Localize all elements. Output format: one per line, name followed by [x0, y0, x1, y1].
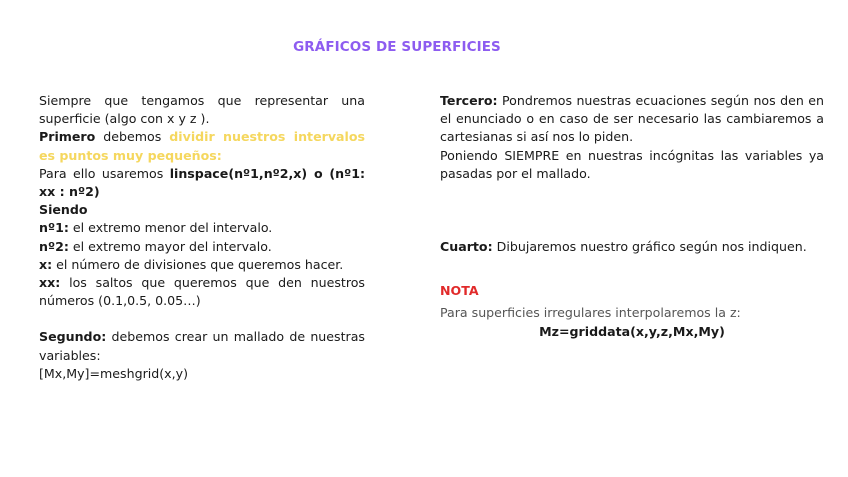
segundo-paragraph — [39, 328, 365, 364]
griddata-syntax: Mz=griddata(x,y,z,Mx,My) — [539, 323, 725, 339]
tercero-paragraph — [440, 92, 824, 147]
primero-text: debemos — [95, 129, 170, 145]
griddata-line — [440, 323, 824, 341]
meshgrid-line: [Mx,My]=meshgrid(x,y) — [39, 365, 188, 381]
spacer — [39, 310, 365, 328]
x-line — [39, 256, 365, 274]
segundo-label: Segundo: — [39, 329, 107, 345]
n2-text: el extremo mayor del intervalo. — [68, 238, 272, 254]
spacer — [440, 183, 824, 238]
xx-label: xx: — [39, 275, 61, 291]
siendo-heading — [39, 201, 365, 219]
n1-label: nº1: — [39, 220, 69, 236]
left-column — [39, 92, 365, 383]
intro-paragraph: Siempre que tengamos que representar una superficie (algo con x y z ). — [39, 93, 365, 127]
xx-text: los saltos que queremos que den nuestros números (0.1,0.5, 0.05…) — [39, 275, 365, 309]
n1-line — [39, 219, 365, 237]
tercero-label: Tercero: — [440, 93, 498, 108]
cuarto-text: Dibujaremos nuestro gráfico según nos indiquen. — [492, 239, 807, 255]
xx-line — [39, 274, 365, 310]
siendo-label: Siendo — [39, 202, 88, 218]
x-text: el número de divisiones que queremos hacer. — [52, 256, 344, 272]
para-ello-paragraph — [39, 165, 365, 201]
cuarto-label: Cuarto: — [440, 239, 493, 255]
primero-paragraph — [39, 128, 365, 164]
para-ello-text: Para ello usaremos — [39, 165, 170, 181]
cuarto-paragraph — [440, 238, 824, 256]
poniendo-paragraph: Poniendo SIEMPRE en nuestras incógnitas las variables ya pasadas por el mallado. — [440, 147, 824, 181]
n2-label: nº2: — [39, 238, 69, 254]
page-title: GRÁFICOS DE SUPERFICIES — [293, 39, 501, 55]
primero-highlight: dividir nuestros intervalos es puntos muy pequeños: — [39, 129, 366, 163]
n1-text: el extremo menor del intervalo. — [68, 220, 273, 236]
primero-label: Primero — [39, 129, 96, 145]
right-column — [440, 92, 824, 341]
spacer — [440, 256, 824, 282]
tercero-text: Pondremos nuestras ecuaciones según nos den en el enunciado o en caso de ser necesario las cambiaremos a cartesianas si así nos lo piden. — [440, 93, 824, 145]
nota-heading: NOTA — [440, 283, 479, 299]
linspace-syntax: linspace(nº1,nº2,x) o (nº1: xx : nº2) — [39, 165, 365, 200]
n2-line — [39, 238, 365, 256]
segundo-text: debemos crear un mallado de nuestras variables: — [39, 329, 365, 363]
x-label: x: — [39, 256, 53, 272]
superficies-irregulares-text: Para superficies irregulares interpolaremos la z: — [440, 305, 741, 321]
